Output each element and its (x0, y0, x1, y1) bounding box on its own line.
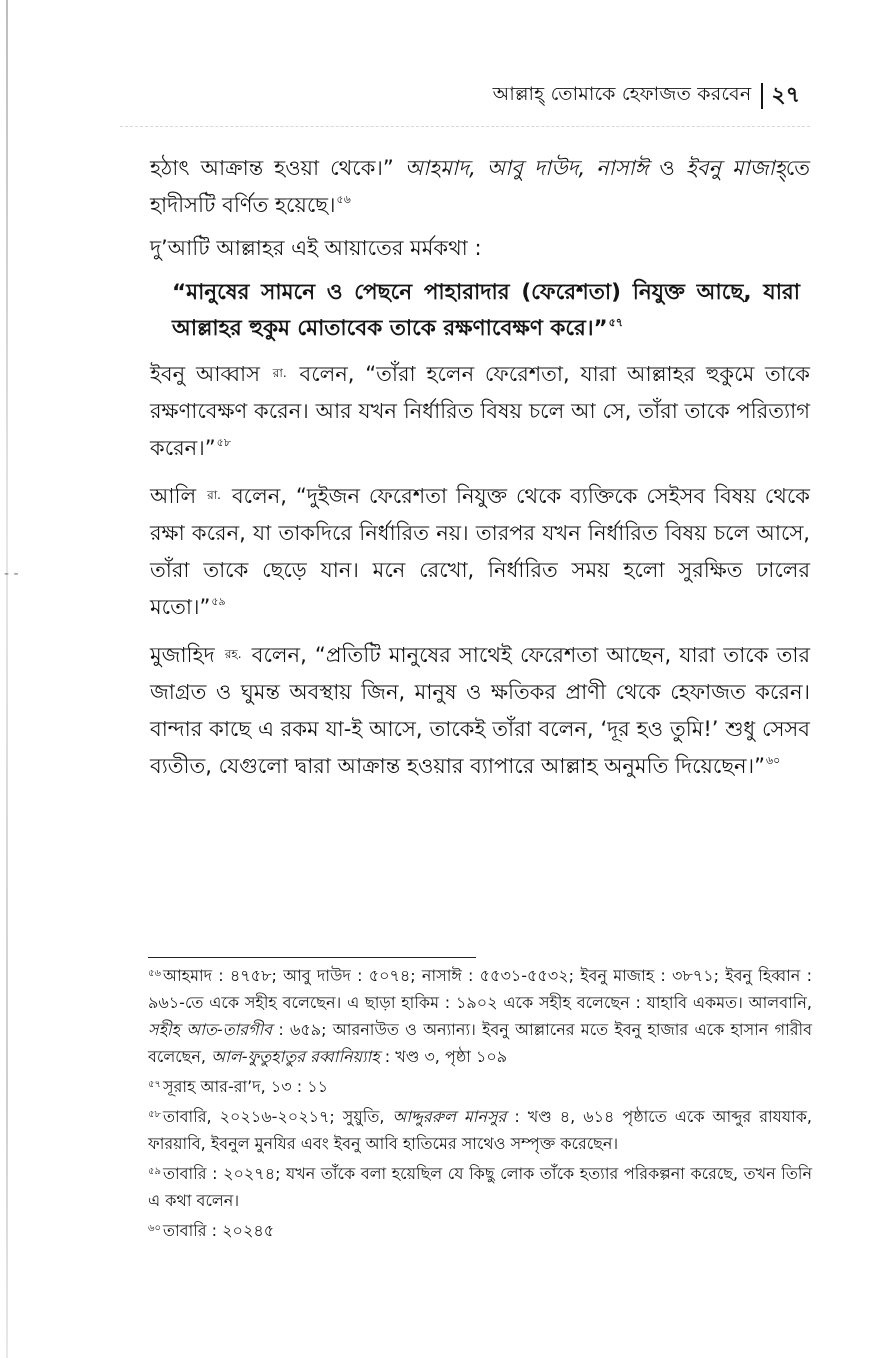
paragraph-tail: তে হাদীসটি বর্ণিত হয়েছে। (150, 156, 810, 217)
footnote-number: ৫৭ (148, 1079, 161, 1090)
footnote-ref-58[interactable]: ৫৮ (216, 436, 231, 449)
footnote-text: : খণ্ড ৩, পৃষ্ঠা ১০৯ (379, 1047, 508, 1066)
quran-verse-quote (150, 275, 810, 347)
footnote-58 (148, 1103, 812, 1157)
paragraph-hadith-source (150, 150, 810, 224)
narrator-name: আলি (150, 484, 197, 508)
footnote-book-title: আল-ফুতুহাতুর রব্বানিয়্যাহ (211, 1047, 380, 1066)
narration-text: বলেন, “তাঁরা হলেন ফেরেশতা, যারা আল্লাহর হুকুমে তাকে রক্ষণাবেক্ষণ করেন। আর যখন নির্ধারিত বিষয় চলে আ সে, তাঁরা তাকে পরিত্যাগ করেন।” (150, 362, 810, 460)
page-binding-edge (6, 0, 8, 1358)
footnotes (148, 962, 812, 1247)
honorific-icon: রহ. (224, 647, 242, 661)
footnote-56 (148, 962, 812, 1070)
footnote-number: ৫৬ (148, 968, 161, 979)
hadith-source-ibnu-majah: ইবনু মাজাহ্‌ (685, 156, 786, 180)
hadith-sources: আহমাদ, আবু দাউদ, নাসাঈ (404, 156, 649, 180)
margin-dash-mark: - - (4, 566, 19, 582)
footnote-text: তাবারি, ২০২১৬-২০২১৭; সুয়ুতি, (162, 1107, 393, 1126)
header-rule (120, 126, 810, 127)
footnote-text: সূরাহ আর-রা’দ, ১৩ : ১১ (163, 1077, 328, 1096)
header-separator (761, 83, 763, 109)
page-number: ২৭ (771, 82, 800, 108)
footnote-57 (148, 1073, 812, 1100)
footnote-text: তাবারি : ২০২৪৫ (163, 1221, 275, 1240)
narration-text: বলেন, “দুইজন ফেরেশতা নিযুক্ত থেকে ব্যক্তিকে সেইসব বিষয় থেকে রক্ষা করেন, যা তাকদিরে নির্ধারিত নয়। তারপর যখন নির্ধারিত বিষয় চলে আসে, তাঁরা তাকে ছেড়ে যান। মনে রেখো, নির্ধারিত সময় হলো সুরক্ষিত ঢালের মতো।” (150, 484, 810, 619)
paragraph-text: হঠাৎ আক্রান্ত হওয়া থেকে।” (150, 156, 394, 180)
footnote-book-title: সহীহ আত-তারগীব (148, 1020, 273, 1039)
paragraph-ali (150, 477, 810, 626)
footnote-number: ৫৯ (148, 1166, 161, 1177)
main-text (150, 150, 810, 795)
footnote-text: : খণ্ড ৪, ৬১৪ পৃষ্ঠাতে একে আব্দুর রাযযাক, ফারয়াবি, ইবনুল মুনযির এবং ইবনু আবি হাতিমের সাথেও সম্পৃক্ত করেছেন। (148, 1107, 812, 1153)
footnote-text: তাবারি : ২০২৭৪; যখন তাঁকে বলা হয়েছিল যে কিছু লোক তাঁকে হত্যার পরিকল্পনা করেছে, তখন তিনি এ কথা বলেন। (148, 1164, 812, 1210)
narrator-name: মুজাহিদ (150, 643, 215, 667)
footnote-ref-59[interactable]: ৫৯ (211, 595, 226, 608)
narrator-name: ইবনু আব্বাস (150, 362, 260, 386)
footnote-ref-56[interactable]: ৫৬ (336, 193, 351, 206)
footnote-text: : ৬৫৯; আরনাউত ও অন্যান্য। ইবনু আল্লানের মতে ইবনু হাজার একে হাসান গারীব বলেছেন, (148, 1020, 812, 1066)
footnote-text: আহমাদ : ৪৭৫৮; আবু দাউদ : ৫০৭৪; নাসাঈ : ৫৫৩১-৫৫৩২; ইবনু মাজাহ : ৩৮৭১; ইবনু হিব্বান : ৯৬১-তে একে সহীহ বলেছেন। এ ছাড়া হাকিম : ১৯০২ একে সহীহ বলেছেন : যাহাবি একমত। আলবানি, (148, 966, 812, 1012)
footnote-59 (148, 1160, 812, 1214)
footnote-ref-57[interactable]: ৫৭ (608, 316, 623, 329)
honorific-icon: রা. (272, 366, 287, 380)
honorific-icon: রা. (207, 488, 221, 502)
running-header (470, 78, 800, 114)
quote-text: “মানুষের সামনে ও পেছনে পাহারাদার (ফেরেশতা) নিযুক্ত আছে, যারা আল্লাহর হুকুম মোতাবেক তাকে রক্ষণাবেক্ষণ করে।” (172, 280, 800, 341)
footnote-book-title: আদ্দুররুল মানসুর (392, 1107, 507, 1126)
footnote-number: ৬০ (148, 1223, 162, 1234)
conjunction: ও (648, 156, 686, 180)
paragraph-verse-intro: দু’আটি আল্লাহর এই আয়াতের মর্মকথা : (150, 236, 482, 260)
paragraph-ibn-abbas (150, 355, 810, 467)
running-header-title: আল্লাহ্‌ তোমাকে হেফাজত করবেন (492, 83, 752, 105)
narration-text: বলেন, “প্রতিটি মানুষের সাথেই ফেরেশতা আছেন, যারা তাকে তার জাগ্রত ও ঘুমন্ত অবস্থায় জিন, মানুষ ও ক্ষতিকর প্রাণী থেকে হেফাজত করেন। বান্দার কাছে এ রকম যা-ই আসে, তাকেই তাঁরা বলেন, ‘দূর হও তুমি!’ শুধু সেসব ব্যতীত, যেগুলো দ্বারা আক্রান্ত হওয়ার ব্যাপারে আল্লাহ অনুমতি দিয়েছেন।” (150, 643, 810, 778)
footnote-rule (148, 957, 476, 958)
footnote-number: ৫৮ (148, 1109, 161, 1120)
paragraph-mujahid (150, 636, 810, 785)
footnote-ref-60[interactable]: ৬০ (765, 754, 781, 767)
footnote-60 (148, 1217, 812, 1244)
